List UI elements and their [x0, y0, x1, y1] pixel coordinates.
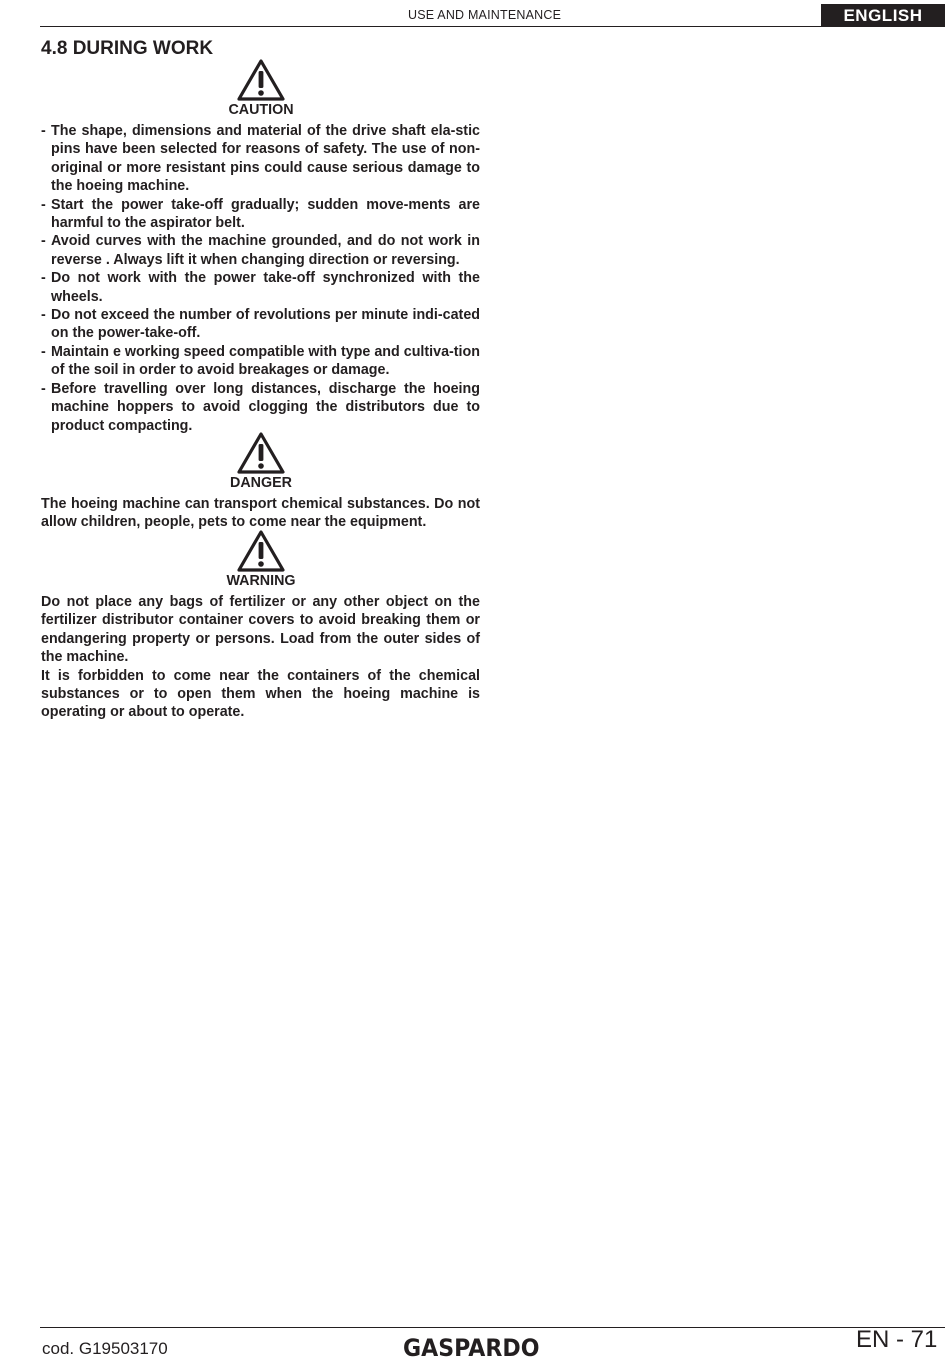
caution-list — [41, 122, 480, 435]
list-item: - Start the power take-off gradually; sudden move-ments are harmful to the aspirator belt. — [41, 196, 480, 233]
warning-triangle-icon — [236, 529, 286, 573]
brand-logo: GASPARDO — [403, 1334, 540, 1362]
caution-label: CAUTION — [228, 102, 294, 118]
language-tab: ENGLISH — [821, 4, 945, 27]
warning-paragraph: It is forbidden to come near the containers of the chemical substances or to open them when the hoeing machine is operating or about to operate. — [41, 667, 480, 721]
list-item: - Before travelling over long distances, discharge the hoeing machine hoppers to avoid clogging the distributors due to product compacting. — [41, 380, 480, 435]
danger-paragraph: The hoeing machine can transport chemical substances. Do not allow children, people, pets to come near the equipment. — [41, 496, 480, 531]
caution-notice — [41, 58, 481, 118]
header-divider — [40, 26, 945, 27]
warning-triangle-icon — [236, 58, 286, 102]
warning-notice — [41, 529, 481, 589]
list-item: - The shape, dimensions and material of the drive shaft ela-stic pins have been selected for reasons of safety. The use of non-original or more resistant pins could cause serious damage to the hoeing machine. — [41, 122, 480, 196]
warning-paragraph: Do not place any bags of fertilizer or any other object on the fertilizer distributor container covers to avoid breaking them or endangering property or persons. Load from the outer sides of the machine. — [41, 594, 480, 666]
danger-text — [41, 495, 480, 532]
footer-divider — [40, 1327, 945, 1328]
warning-label: WARNING — [226, 573, 296, 589]
document-code: cod. G19503170 — [42, 1339, 168, 1358]
danger-label: DANGER — [230, 475, 292, 491]
running-header-title: USE AND MAINTENANCE — [408, 8, 562, 22]
list-item: - Maintain e working speed compatible with type and cultiva-tion of the soil in order to avoid breakages or damage. — [41, 343, 480, 380]
danger-notice — [41, 431, 481, 491]
warning-triangle-icon — [236, 431, 286, 475]
list-item: - Do not work with the power take-off synchronized with the wheels. — [41, 269, 480, 306]
section-title: 4.8 DURING WORK — [41, 38, 214, 59]
list-item: - Do not exceed the number of revolutions per minute indi-cated on the power-take-off. — [41, 306, 480, 343]
page-number: EN - 71 — [856, 1326, 938, 1353]
list-item: - Avoid curves with the machine grounded, and do not work in reverse . Always lift it when changing direction or reversing. — [41, 232, 480, 269]
warning-text — [41, 593, 480, 722]
